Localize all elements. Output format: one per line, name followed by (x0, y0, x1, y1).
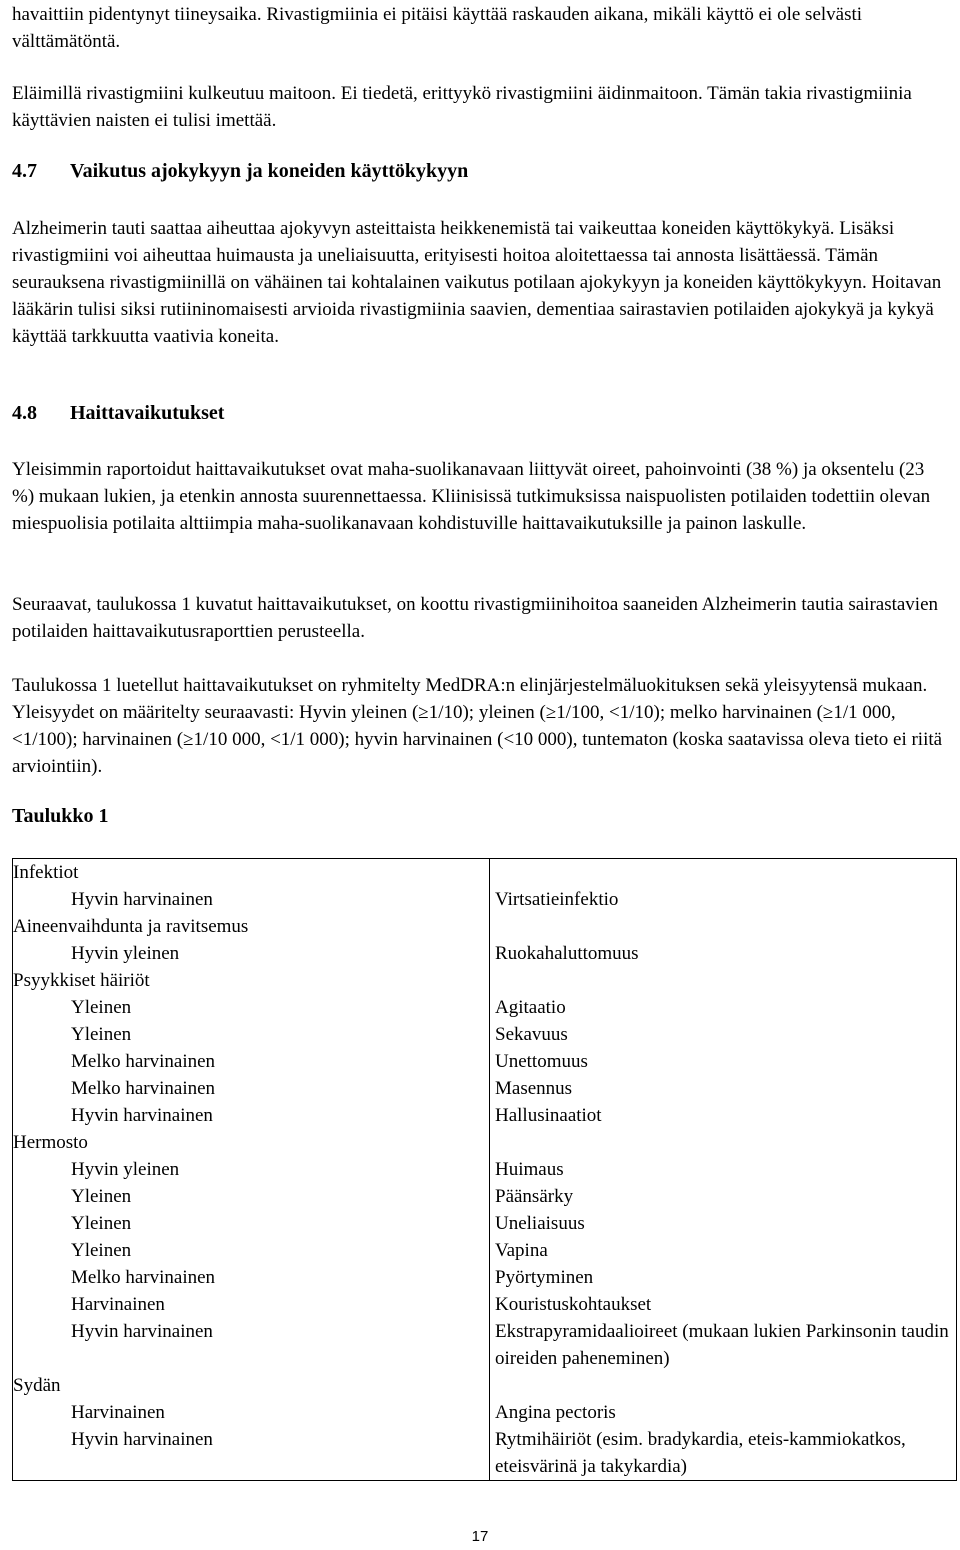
frequency-cell (13, 1156, 490, 1183)
frequency-label: Hyvin harvinainen (71, 1321, 213, 1342)
frequency-label: Harvinainen (71, 1402, 165, 1423)
organ-class-cell (13, 967, 490, 994)
frequency-cell (13, 1183, 490, 1210)
frequency-label: Hyvin harvinainen (71, 889, 213, 910)
frequency-label: Yleinen (71, 997, 132, 1018)
table-row (13, 1156, 957, 1183)
reaction-cell (490, 913, 957, 940)
table-row (13, 1372, 957, 1399)
reaction-cell (490, 1318, 957, 1372)
reaction-label: Agitaatio (495, 997, 566, 1018)
reaction-cell (490, 1426, 957, 1481)
reaction-cell (490, 1372, 957, 1399)
frequency-cell (13, 1426, 490, 1481)
frequency-label: Yleinen (71, 1240, 132, 1261)
reaction-cell (490, 1021, 957, 1048)
frequency-cell (13, 1048, 490, 1075)
frequency-label: Hyvin harvinainen (71, 1429, 213, 1450)
organ-class-label: Psyykkiset häiriöt (13, 970, 150, 991)
table-row (13, 1021, 957, 1048)
section-4-7-body: Alzheimerin tauti saattaa aiheuttaa ajokyvyn asteittaista heikkenemistä tai vaikeuttaa koneiden käyttökykyä. Lisäksi rivastigmiini voi aiheuttaa huimausta ja uneliaisuutta, erityisesti hoitoa aloitettaessa tai annosta lisättäessä. Tämän seurauksena rivastigmiinillä on vähäinen tai kohtalainen vaikutus potilaan ajokykyyn ja koneiden käyttökykyyn. Hoitavan lääkärin tulisi siksi rutiininomaisesti arvioida rivastigmiinia saavien, dementiaa sairastavien potilaiden ajokykyä ja kykyä käyttää tarkkuutta vaativia koneita. (12, 218, 942, 347)
reaction-cell (490, 1102, 957, 1129)
reaction-label: Sekavuus (495, 1024, 568, 1045)
table-row (13, 1075, 957, 1102)
frequency-cell (13, 1264, 490, 1291)
table-row (13, 913, 957, 940)
reaction-label: Päänsärky (495, 1186, 574, 1207)
frequency-label: Yleinen (71, 1213, 132, 1234)
table-row (13, 1129, 957, 1156)
table-row (13, 967, 957, 994)
frequency-label: Melko harvinainen (71, 1051, 216, 1072)
reaction-cell (490, 1237, 957, 1264)
table-title: Taulukko 1 (12, 805, 109, 827)
table-row (13, 886, 957, 913)
frequency-cell (13, 1291, 490, 1318)
section-4-8-heading (12, 402, 224, 425)
frequency-cell (13, 940, 490, 967)
section-4-8-paragraph-1: Yleisimmin raportoidut haittavaikutukset ovat maha-suolikanavaan liittyvät oireet, pahoinvointi (38 %) ja oksentelu (23 %) mukaan lukien, ja etenkin annosta suurennettaessa. Kliinisissä tutkimuksissa naispuolisten potilaiden todettiin olevan miespuolisia potilaita alttiimpia maha-suolikanavaan kohdistuville haittavaikutuksille ja painon laskulle. (12, 459, 931, 534)
section-title: Haittavaikutukset (70, 402, 225, 424)
table-row (13, 994, 957, 1021)
organ-class-cell (13, 1372, 490, 1399)
table-row (13, 1291, 957, 1318)
organ-class-label: Sydän (13, 1375, 61, 1396)
frequency-label: Yleinen (71, 1024, 132, 1045)
organ-class-label: Aineenvaihdunta ja ravitsemus (13, 916, 249, 937)
frequency-cell (13, 1102, 490, 1129)
reaction-cell (490, 1156, 957, 1183)
reaction-label: Hallusinaatiot (495, 1105, 602, 1126)
frequency-label: Melko harvinainen (71, 1267, 216, 1288)
section-title: Vaikutus ajokykyyn ja koneiden käyttökykyyn (70, 160, 469, 182)
reaction-cell (490, 1264, 957, 1291)
reaction-label: Angina pectoris (495, 1402, 616, 1423)
section-number: 4.8 (12, 402, 37, 424)
frequency-label: Yleinen (71, 1186, 132, 1207)
page-number: 17 (471, 1528, 489, 1545)
organ-class-cell (13, 859, 490, 887)
reaction-label: Ekstrapyramidaalioireet (mukaan lukien Parkinsonin taudin oireiden paheneminen) (495, 1321, 949, 1369)
reaction-label: Uneliaisuus (495, 1213, 585, 1234)
frequency-cell (13, 1237, 490, 1264)
table-row (13, 1102, 957, 1129)
frequency-cell (13, 1318, 490, 1372)
organ-class-label: Hermosto (13, 1132, 88, 1153)
frequency-cell (13, 1399, 490, 1426)
reaction-cell (490, 940, 957, 967)
reaction-label: Ruokahaluttomuus (495, 943, 639, 964)
table-row (13, 1264, 957, 1291)
intro-paragraph-1: havaittiin pidentynyt tiineysaika. Rivastigmiinia ei pitäisi käyttää raskauden aikana, mikäli käyttö ei ole selvästi välttämätöntä. (12, 4, 863, 52)
frequency-label: Melko harvinainen (71, 1078, 216, 1099)
section-4-8-paragraph-3: Taulukossa 1 luetellut haittavaikutukset on ryhmitelty MedDRA:n elinjärjestelmäluokituksen sekä yleisyytensä mukaan. Yleisyydet on määritelty seuraavasti: Hyvin yleinen (≥1/10); yleinen (≥1/100, <1/10); melko harvinainen (≥1/1 000, <1/100); harvinainen (≥1/10 000, <1/1 000); hyvin harvinainen (<10 000), tuntematon (koska saatavissa oleva tieto ei riitä arviointiin). (12, 675, 943, 777)
organ-class-cell (13, 1129, 490, 1156)
organ-class-label: Infektiot (13, 862, 79, 883)
table-row (13, 1237, 957, 1264)
reaction-cell (490, 886, 957, 913)
table-row (13, 1426, 957, 1481)
reaction-label: Kouristuskohtaukset (495, 1294, 652, 1315)
table-row (13, 1183, 957, 1210)
frequency-cell (13, 1210, 490, 1237)
reaction-cell (490, 1210, 957, 1237)
table-row (13, 859, 957, 887)
table-row (13, 1210, 957, 1237)
frequency-label: Hyvin harvinainen (71, 1105, 213, 1126)
reaction-label: Pyörtyminen (495, 1267, 594, 1288)
reaction-cell (490, 1075, 957, 1102)
reaction-cell (490, 1129, 957, 1156)
frequency-label: Hyvin yleinen (71, 1159, 180, 1180)
reaction-label: Huimaus (495, 1159, 564, 1180)
reaction-cell (490, 1399, 957, 1426)
reaction-label: Rytmihäiriöt (esim. bradykardia, eteis-kammiokatkos, eteisvärinä ja takykardia) (495, 1429, 906, 1477)
reaction-label: Unettomuus (495, 1051, 588, 1072)
reaction-cell (490, 1048, 957, 1075)
reaction-cell (490, 1183, 957, 1210)
reaction-label: Vapina (495, 1240, 548, 1261)
reaction-cell (490, 1291, 957, 1318)
adverse-reactions-table (12, 858, 957, 1481)
table-row (13, 1318, 957, 1372)
section-4-7-heading (12, 160, 468, 183)
table-row (13, 1399, 957, 1426)
section-4-8-paragraph-2: Seuraavat, taulukossa 1 kuvatut haittavaikutukset, on koottu rivastigmiinihoitoa saaneiden Alzheimerin tautia sairastavien potilaiden haittavaikutusraporttien perusteella. (12, 594, 939, 642)
reaction-cell (490, 994, 957, 1021)
table-row (13, 1048, 957, 1075)
reaction-cell (490, 967, 957, 994)
reaction-cell (490, 859, 957, 887)
organ-class-cell (13, 913, 490, 940)
reaction-label: Virtsatieinfektio (495, 889, 619, 910)
frequency-cell (13, 1021, 490, 1048)
section-number: 4.7 (12, 160, 37, 182)
frequency-cell (13, 1075, 490, 1102)
reaction-label: Masennus (495, 1078, 573, 1099)
frequency-cell (13, 886, 490, 913)
frequency-label: Harvinainen (71, 1294, 165, 1315)
frequency-cell (13, 994, 490, 1021)
table-row (13, 940, 957, 967)
frequency-label: Hyvin yleinen (71, 943, 180, 964)
intro-paragraph-2: Eläimillä rivastigmiini kulkeutuu maitoon. Ei tiedetä, erittyykö rivastigmiini äidinmaitoon. Tämän takia rivastigmiinia käyttävien naisten ei tulisi imettää. (12, 83, 912, 131)
